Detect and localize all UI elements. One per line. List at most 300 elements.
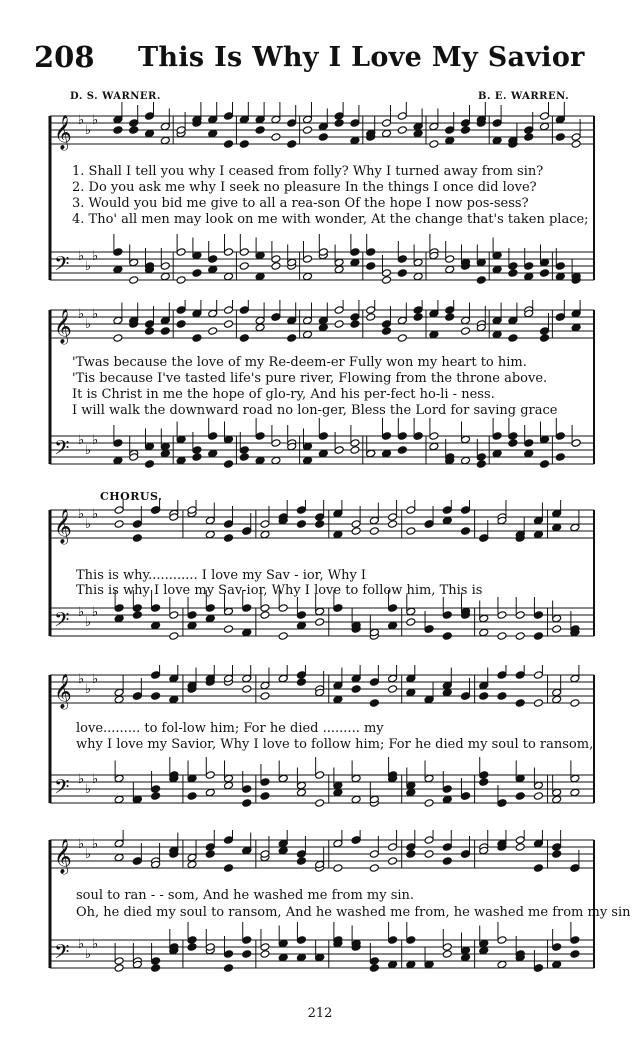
note-head (114, 795, 124, 804)
note-head (239, 453, 249, 462)
note-head (242, 785, 252, 794)
note-head (208, 129, 218, 138)
note-head (350, 119, 360, 128)
note-head (366, 306, 376, 315)
note-head (205, 516, 215, 525)
flat-icon: ♭ (85, 947, 92, 962)
note-head (351, 685, 361, 694)
note-head (429, 122, 439, 131)
note-head (333, 604, 343, 613)
note-head (479, 692, 489, 701)
note-head (476, 453, 486, 462)
note-head (242, 674, 252, 683)
flat-icon: ♭ (78, 837, 85, 852)
treble-clef-icon: 𝄞 (54, 839, 72, 874)
note-head (350, 439, 360, 448)
note-head (445, 136, 455, 145)
note-head (397, 255, 407, 264)
note-head (296, 621, 306, 630)
note-head (533, 516, 543, 525)
note-head (461, 119, 471, 128)
note-head (224, 248, 234, 257)
flat-icon: ♭ (78, 113, 85, 128)
note-head (287, 316, 297, 325)
note-head (479, 771, 489, 780)
note-head (540, 460, 550, 469)
treble-clef-icon: 𝄞 (54, 509, 72, 544)
flat-icon: ♭ (78, 772, 85, 787)
note-head (151, 671, 161, 680)
note-head (113, 456, 123, 465)
note-head (224, 140, 234, 149)
note-head (260, 520, 270, 529)
note-head (552, 788, 562, 797)
note-head (445, 306, 455, 315)
note-head (176, 276, 186, 285)
note-head (406, 618, 416, 627)
note-head (205, 604, 215, 613)
note-head (334, 119, 344, 128)
note-head (205, 788, 215, 797)
note-head (132, 604, 142, 613)
note-head (508, 269, 518, 278)
note-head (515, 671, 525, 680)
note-head (315, 520, 325, 529)
note-head (318, 316, 328, 325)
note-head (114, 688, 124, 697)
note-head (497, 936, 507, 945)
note-head (187, 621, 197, 630)
note-head (260, 692, 270, 701)
note-head (461, 527, 471, 536)
note-head (555, 313, 565, 322)
note-head (113, 248, 123, 257)
note-head (350, 446, 360, 455)
note-head (424, 850, 434, 859)
note-head (351, 795, 361, 804)
note-head (492, 330, 502, 339)
note-head (442, 681, 452, 690)
verse-4-line-1: 4. Tho' all men may look on me with wonder, At the change that's taken place; (72, 212, 589, 227)
verse-1-line-1: 1. Shall I tell you why I ceased from folly? Why I turned away from sin? (72, 164, 544, 179)
hymn-number: 208 (34, 40, 95, 74)
note-head (151, 957, 161, 966)
note-head (555, 133, 565, 142)
note-head (524, 262, 534, 271)
note-head (406, 781, 416, 790)
note-head (350, 313, 360, 322)
note-head (114, 774, 124, 783)
note-head (145, 442, 155, 451)
note-head (461, 946, 471, 955)
note-head (145, 327, 155, 336)
note-head (397, 432, 407, 441)
flat-icon: ♭ (78, 672, 85, 687)
note-head (461, 327, 471, 336)
note-head (350, 258, 360, 267)
flat-icon: ♭ (85, 123, 92, 138)
note-head (114, 853, 124, 862)
note-head (318, 323, 328, 332)
note-head (442, 688, 452, 697)
note-head (271, 133, 281, 142)
note-head (476, 276, 486, 285)
note-head (508, 334, 518, 343)
note-head (333, 530, 343, 539)
note-head (242, 846, 252, 855)
note-head (397, 334, 407, 343)
note-head (479, 614, 489, 623)
note-head (413, 313, 423, 322)
note-head (442, 506, 452, 515)
note-head (113, 316, 123, 325)
note-head (255, 115, 265, 124)
note-head (555, 272, 565, 281)
flat-icon: ♭ (78, 937, 85, 952)
note-head (278, 674, 288, 683)
note-head (429, 140, 439, 149)
note-head (287, 334, 297, 343)
note-head (160, 327, 170, 336)
note-head (255, 251, 265, 260)
verse-4-line-2: I will walk the downward road no lon-ger, Bless the Lord for saving grace (72, 403, 558, 418)
note-head (260, 792, 270, 801)
note-head (114, 964, 124, 973)
note-head (287, 140, 297, 149)
note-head (192, 334, 202, 343)
note-head (260, 681, 270, 690)
note-head (570, 523, 580, 532)
treble-clef-icon: 𝄞 (54, 674, 72, 709)
note-head (533, 611, 543, 620)
note-head (296, 781, 306, 790)
note-head (571, 133, 581, 142)
note-head (570, 950, 580, 959)
note-head (424, 836, 434, 845)
bass-clef-icon: 𝄢 (54, 608, 70, 636)
note-head (429, 309, 439, 318)
flat-icon: ♭ (92, 113, 99, 128)
note-head (369, 527, 379, 536)
note-head (552, 943, 562, 952)
note-head (492, 251, 502, 260)
note-head (271, 255, 281, 264)
note-head (296, 671, 306, 680)
note-head (492, 316, 502, 325)
note-head (388, 520, 398, 529)
note-head (113, 334, 123, 343)
note-head (242, 799, 252, 808)
chorus-line-3-lower: Oh, he died my soul to ransom, And he washed me from, he washed me from my sin (76, 905, 631, 920)
note-head (533, 781, 543, 790)
note-head (555, 262, 565, 271)
bass-clef-icon: 𝄢 (54, 940, 70, 968)
note-head (570, 864, 580, 873)
note-head (160, 122, 170, 131)
note-head (187, 860, 197, 869)
note-head (208, 115, 218, 124)
note-head (132, 795, 142, 804)
note-head (129, 126, 139, 135)
note-head (413, 272, 423, 281)
flat-icon: ♭ (85, 782, 92, 797)
note-head (224, 306, 234, 315)
note-head (224, 864, 234, 873)
note-head (187, 611, 197, 620)
note-head (533, 671, 543, 680)
note-head (524, 449, 534, 458)
note-head (296, 678, 306, 687)
note-head (350, 320, 360, 329)
note-head (242, 604, 252, 613)
note-head (260, 604, 270, 613)
note-head (315, 953, 325, 962)
note-head (540, 112, 550, 121)
note-head (278, 774, 288, 783)
note-head (397, 269, 407, 278)
note-head (497, 611, 507, 620)
note-head (552, 614, 562, 623)
note-head (239, 248, 249, 257)
note-head (382, 432, 392, 441)
note-head (508, 316, 518, 325)
note-head (278, 632, 288, 641)
note-head (318, 449, 328, 458)
flat-icon: ♭ (85, 615, 92, 630)
note-head (413, 258, 423, 267)
note-head (442, 795, 452, 804)
note-head (515, 632, 525, 641)
verse-2-line-2: 'Tis because I've tasted life's pure river, Flowing from the throne above. (72, 371, 548, 386)
note-head (224, 112, 234, 121)
note-head (169, 674, 179, 683)
note-head (169, 632, 179, 641)
note-head (366, 262, 376, 271)
note-head (303, 115, 313, 124)
note-head (382, 269, 392, 278)
note-head (303, 456, 313, 465)
note-head (260, 778, 270, 787)
note-head (114, 695, 124, 704)
note-head (406, 843, 416, 852)
note-head (334, 320, 344, 329)
flat-icon: ♭ (85, 317, 92, 332)
note-head (445, 255, 455, 264)
note-head (369, 516, 379, 525)
note-head (497, 692, 507, 701)
note-head (239, 262, 249, 271)
note-head (296, 611, 306, 620)
note-head (540, 122, 550, 131)
note-head (476, 460, 486, 469)
note-head (524, 439, 534, 448)
note-head (176, 456, 186, 465)
note-head (571, 323, 581, 332)
note-head (224, 781, 234, 790)
note-head (224, 964, 234, 973)
flat-icon: ♭ (92, 772, 99, 787)
note-head (129, 276, 139, 285)
note-head (406, 960, 416, 969)
note-head (388, 674, 398, 683)
note-head (479, 778, 489, 787)
words-credit: D. S. WARNER. (70, 91, 161, 102)
note-head (406, 788, 416, 797)
note-head (388, 621, 398, 630)
note-head (169, 695, 179, 704)
note-head (406, 688, 416, 697)
note-head (114, 506, 124, 515)
note-head (369, 864, 379, 873)
note-head (114, 839, 124, 848)
note-head (208, 327, 218, 336)
note-head (442, 632, 452, 641)
note-head (192, 251, 202, 260)
note-head (205, 530, 215, 539)
note-head (479, 681, 489, 690)
music-credit: B. E. WARREN. (478, 91, 570, 102)
note-head (333, 781, 343, 790)
note-head (555, 115, 565, 124)
treble-clef-icon: 𝄞 (54, 309, 72, 344)
note-head (208, 265, 218, 274)
note-head (318, 432, 328, 441)
note-head (278, 846, 288, 855)
note-head (445, 126, 455, 135)
note-head (424, 695, 434, 704)
note-head (445, 265, 455, 274)
note-head (515, 774, 525, 783)
chorus-line-1-lower: This is why I love my Sav-ior, Why I love to follow him, This is (76, 583, 483, 598)
note-head (497, 632, 507, 641)
note-head (114, 604, 124, 613)
flat-icon: ♭ (78, 507, 85, 522)
note-head (334, 265, 344, 274)
note-head (151, 792, 161, 801)
page-number: 212 (307, 1006, 333, 1021)
flat-icon: ♭ (92, 937, 99, 952)
note-head (397, 446, 407, 455)
note-head (533, 530, 543, 539)
note-head (406, 607, 416, 616)
note-head (524, 272, 534, 281)
note-head (145, 320, 155, 329)
note-head (315, 607, 325, 616)
note-head (351, 527, 361, 536)
note-head (540, 334, 550, 343)
note-head (388, 936, 398, 945)
flat-icon: ♭ (85, 847, 92, 862)
note-head (406, 506, 416, 515)
note-head (406, 936, 416, 945)
note-head (571, 140, 581, 149)
note-head (552, 523, 562, 532)
note-head (192, 446, 202, 455)
flat-icon: ♭ (92, 433, 99, 448)
note-head (382, 119, 392, 128)
note-head (479, 939, 489, 948)
note-head (461, 456, 471, 465)
note-head (224, 272, 234, 281)
note-head (351, 836, 361, 845)
note-head (318, 133, 328, 142)
flat-icon: ♭ (85, 682, 92, 697)
note-head (350, 248, 360, 257)
note-head (224, 520, 234, 529)
note-head (315, 771, 325, 780)
note-head (442, 843, 452, 852)
note-head (224, 625, 234, 634)
note-head (508, 262, 518, 271)
verse-2-line-1: 2. Do you ask me why I seek no pleasure In the things I once did love? (72, 180, 537, 195)
note-head (333, 695, 343, 704)
note-head (388, 513, 398, 522)
flat-icon: ♭ (78, 249, 85, 264)
note-head (369, 957, 379, 966)
bass-clef-icon: 𝄢 (54, 775, 70, 803)
note-head (508, 432, 518, 441)
treble-clef-icon: 𝄞 (54, 115, 72, 150)
note-head (382, 129, 392, 138)
note-head (397, 316, 407, 325)
note-head (114, 614, 124, 623)
note-head (515, 792, 525, 801)
note-head (278, 604, 288, 613)
note-head (160, 272, 170, 281)
note-head (382, 327, 392, 336)
note-head (524, 126, 534, 135)
note-head (132, 534, 142, 543)
note-head (570, 788, 580, 797)
note-head (160, 262, 170, 271)
note-head (570, 674, 580, 683)
note-head (369, 678, 379, 687)
note-head (160, 442, 170, 451)
note-head (132, 611, 142, 620)
note-head (351, 674, 361, 683)
note-head (333, 681, 343, 690)
note-head (552, 843, 562, 852)
note-head (515, 611, 525, 620)
note-head (552, 795, 562, 804)
note-head (552, 960, 562, 969)
note-head (388, 685, 398, 694)
note-head (442, 857, 452, 866)
note-head (151, 964, 161, 973)
note-head (492, 449, 502, 458)
note-head (479, 534, 489, 543)
hymn-title: This Is Why I Love My Savior (138, 42, 585, 73)
flat-icon: ♭ (85, 259, 92, 274)
note-head (540, 327, 550, 336)
chorus-line-2-upper: love......... to fol-low him; For he died ......... my (76, 721, 384, 736)
note-head (239, 115, 249, 124)
note-head (540, 269, 550, 278)
note-head (540, 258, 550, 267)
note-head (533, 632, 543, 641)
note-head (413, 129, 423, 138)
note-head (479, 628, 489, 637)
note-head (497, 671, 507, 680)
note-head (492, 136, 502, 145)
note-head (315, 513, 325, 522)
note-head (397, 112, 407, 121)
note-head (533, 699, 543, 708)
note-head (497, 799, 507, 808)
note-head (260, 611, 270, 620)
note-head (187, 943, 197, 952)
note-head (369, 964, 379, 973)
